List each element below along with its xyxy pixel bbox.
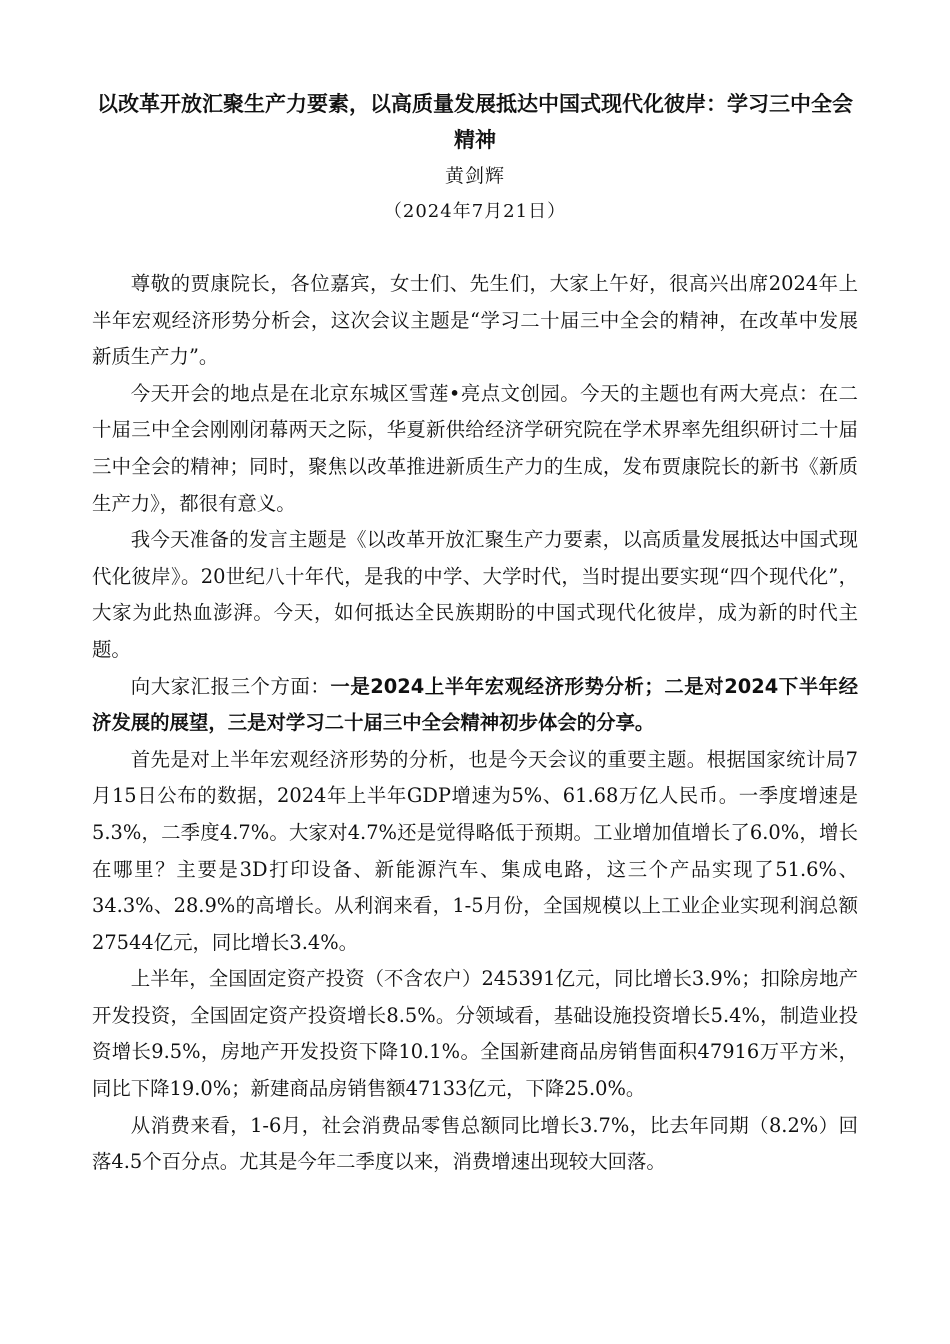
document-date: （2024年7月21日） <box>383 201 567 222</box>
paragraph: 今天开会的地点是在北京东城区雪莲•亮点文创园。今天的主题也有两大亮点：在二十届三中全会刚刚闭幕两天之际，华夏新供给经济学研究院在学术界率先组织研讨二十届三中全会的精神；同时，聚焦以改革推进新质生产力的生成，发布贾康院长的新书《新质生产力》，都很有意义。 <box>92 381 858 515</box>
document-body <box>92 266 858 1181</box>
document-title: 以改革开放汇聚生产力要素，以高质量发展抵达中国式现代化彼岸：学习三中全会精神 <box>97 92 853 152</box>
paragraph-lead-text: 向大家汇报三个方面： <box>130 674 331 698</box>
document-page <box>92 86 858 1181</box>
paragraph: 我今天准备的发言主题是《以改革开放汇聚生产力要素，以高质量发展抵达中国式现代化彼岸》。20世纪八十年代，是我的中学、大学时代，当时提出要实现“四个现代化”，大家为此热血澎湃。今天，如何抵达全民族期盼的中国式现代化彼岸，成为新的时代主题。 <box>92 528 858 661</box>
paragraph-bold-text: 一是2024上半年宏观经济形势分析；二是对2024下半年经济发展的展望，三是对学习二十届三中全会精神初步体会的分享。 <box>92 674 859 735</box>
paragraph: 上半年，全国固定资产投资（不含农户）245391亿元，同比增长3.9%；扣除房地产开发投资，全国固定资产投资增长8.5%。分领域看，基础设施投资增长5.4%，制造业投资增长9.5%，房地产开发投资下降10.1%。全国新建商品房销售面积47916万平方米，同比下降19.0%；新建商品房销售额47133亿元，下降25.0%。 <box>92 967 858 1101</box>
paragraph-summary <box>92 669 858 742</box>
paragraph: 从消费来看，1-6月，社会消费品零售总额同比增长3.7%，比去年同期（8.2%）回落4.5个百分点。尤其是今年二季度以来，消费增速出现较大回落。 <box>92 1113 858 1174</box>
author-name: 黄剑辉 <box>444 165 505 187</box>
paragraph: 尊敬的贾康院长，各位嘉宾，女士们、先生们，大家上午好，很高兴出席2024年上半年宏观经济形势分析会，这次会议主题是“学习二十届三中全会的精神，在改革中发展新质生产力”。 <box>92 272 858 369</box>
paragraph: 首先是对上半年宏观经济形势的分析，也是今天会议的重要主题。根据国家统计局7月15日公布的数据，2024年上半年GDP增速为5%、61.68万亿人民币。一季度增速是5.3%，二季度4.7%。大家对4.7%还是觉得略低于预期。工业增加值增长了6.0%，增长在哪里？主要是3D打印设备、新能源汽车、集成电路，这三个产品实现了51.6%、34.3%、28.9%的高增长。从利润来看，1-5月份，全国规模以上工业企业实现利润总额27544亿元，同比增长3.4%。 <box>92 747 858 954</box>
